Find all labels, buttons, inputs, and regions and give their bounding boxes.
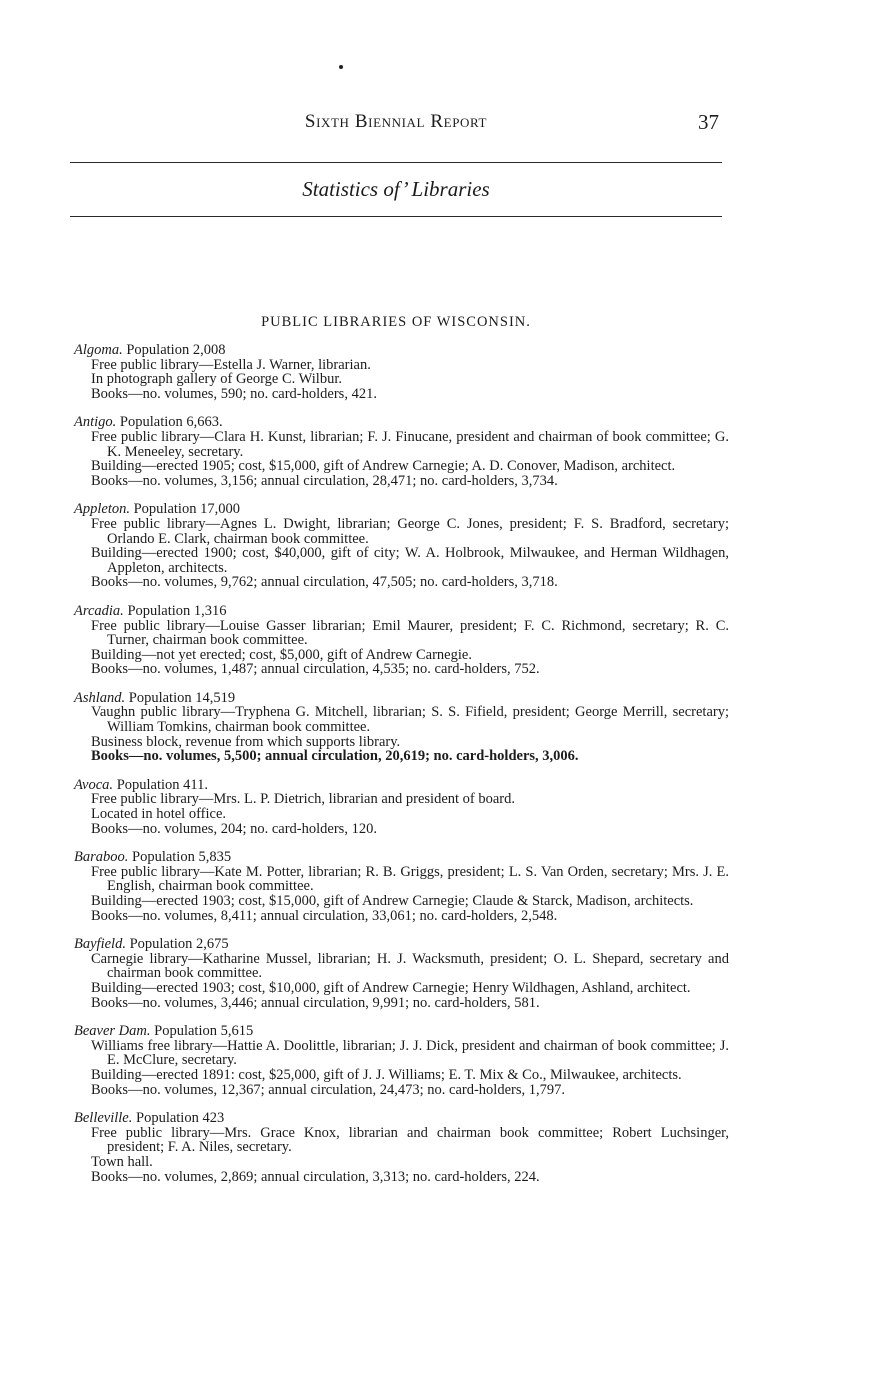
entry-head: [74, 778, 729, 793]
library-entry: [74, 343, 729, 401]
town-name: Avoca.: [74, 776, 114, 793]
entry-line: Building—erected 1903; cost, $10,000, gift of Andrew Carnegie; Henry Wildhagen, Ashland, architect.: [91, 979, 691, 996]
entry-line: Books—no. volumes, 3,446; annual circulation, 9,991; no. card-holders, 581.: [91, 994, 540, 1011]
entry-line: Books—no. volumes, 9,762; annual circulation, 47,505; no. card-holders, 3,718.: [91, 574, 558, 591]
library-entry: [74, 850, 729, 923]
town-name: Baraboo.: [74, 849, 129, 866]
town-name: Algoma.: [74, 342, 123, 358]
entry-line: Located in hotel office.: [91, 806, 227, 823]
bottom-rule: [70, 216, 722, 217]
entry-head: [74, 502, 729, 517]
population: Population 6,663.: [119, 414, 223, 431]
entry-line: Town hall.: [91, 1153, 153, 1170]
entry-line: Free public library—Kate M. Potter, librarian; R. B. Griggs, president; L. S. Van Orden, secretary; Mrs. J. E. English, chairman book committee.: [91, 863, 729, 895]
library-entry: [74, 1111, 729, 1184]
entry-head: [74, 1024, 729, 1039]
entry-head: [74, 850, 729, 865]
entry-line: Business block, revenue from which supports library.: [91, 733, 401, 750]
population: Population 14,519: [128, 689, 236, 706]
entry-line: Books—no. volumes, 2,869; annual circulation, 3,313; no. card-holders, 224.: [91, 1168, 540, 1185]
town-name: Ashland.: [74, 689, 126, 706]
population: Population 423: [136, 1110, 225, 1127]
town-name: Appleton.: [74, 501, 130, 518]
entry-line: Books—no. volumes, 12,367; annual circulation, 24,473; no. card-holders, 1,797.: [91, 1081, 565, 1098]
library-entry: [74, 1024, 729, 1097]
town-name: Arcadia.: [74, 602, 124, 619]
library-entry: [74, 415, 729, 488]
entry-line: Books—no. volumes, 590; no. card-holders, 421.: [91, 385, 377, 402]
population: Population 2,008: [126, 342, 226, 358]
entry-line: Free public library—Agnes L. Dwight, librarian; George C. Jones, president; F. S. Bradford, secretary; Orlando E. Clark, chairman book committee.: [91, 515, 729, 547]
town-name: Beaver Dam.: [74, 1023, 151, 1040]
entry-head: [74, 691, 729, 706]
population: Population 5,615: [154, 1023, 254, 1040]
entry-line: Building—not yet erected; cost, $5,000, gift of Andrew Carnegie.: [91, 646, 472, 663]
entry-head: [74, 415, 729, 430]
entry-head: [74, 343, 729, 358]
entry-head: [74, 604, 729, 619]
entry-line: Building—erected 1903; cost, $15,000, gift of Andrew Carnegie; Claude & Starck, Madison, architects.: [91, 893, 694, 909]
entry-line: In photograph gallery of George C. Wilbur.: [91, 371, 342, 388]
entry-line: Building—erected 1891: cost, $25,000, gift of J. J. Williams; E. T. Mix & Co., Milwaukee, architects.: [91, 1066, 682, 1083]
entry-line: Free public library—Mrs. Grace Knox, librarian and chairman book committee; Robert Luchsinger, president; F. A. Niles, secretary.: [91, 1124, 729, 1156]
entry-line: Books—no. volumes, 1,487; annual circulation, 4,535; no. card-holders, 752.: [91, 661, 540, 678]
entry-line: Building—erected 1905; cost, $15,000, gift of Andrew Carnegie; A. D. Conover, Madison, architect.: [91, 458, 676, 475]
town-name: Bayfield.: [74, 936, 126, 953]
population: Population 2,675: [129, 936, 229, 953]
library-entry: [74, 691, 729, 764]
entry-head: [74, 937, 729, 952]
section-title: Statistics of’ Libraries: [302, 177, 490, 201]
library-entry: [74, 778, 729, 836]
entry-line: Free public library—Clara H. Kunst, librarian; F. J. Finucane, president and chairman of book committee; G. K. Meneeley, secretary.: [91, 428, 729, 460]
entry-line: Free public library—Mrs. L. P. Dietrich, librarian and president of board.: [91, 791, 516, 808]
entry-line: Free public library—Louise Gasser librarian; Emil Maurer, president; F. C. Richmond, secretary; R. C. Turner, chairman book committee.: [91, 617, 729, 649]
running-head: [70, 108, 722, 136]
population: Population 17,000: [133, 501, 240, 518]
library-entry: [74, 604, 729, 677]
ink-dot: [339, 65, 343, 69]
entry-line: Williams free library—Hattie A. Doolittle, librarian; J. J. Dick, president and chairman of book committee; J. E. McClure, secretary.: [91, 1037, 729, 1069]
entry-line: Carnegie library—Katharine Mussel, librarian; H. J. Wacksmuth, president; O. L. Shepard, secretary and chairman book committee.: [91, 950, 729, 982]
entry-head: [74, 1111, 729, 1126]
population: Population 5,835: [132, 849, 232, 866]
entry-line-bold: Books—no. volumes, 5,500; annual circulation, 20,619; no. card-holders, 3,006.: [91, 748, 579, 765]
entry-line: Building—erected 1900; cost, $40,000, gift of city; W. A. Holbrook, Milwaukee, and Herman Wildhagen, Appleton, architects.: [91, 545, 729, 576]
page-number: 37: [698, 110, 719, 134]
library-entry: [74, 502, 729, 590]
population: Population 1,316: [127, 602, 227, 619]
entry-line: Books—no. volumes, 3,156; annual circulation, 28,471; no. card-holders, 3,734.: [91, 472, 558, 489]
top-rule: [70, 162, 722, 163]
entry-line: Books—no. volumes, 204; no. card-holders, 120.: [91, 820, 377, 837]
entry-line: Vaughn public library—Tryphena G. Mitchell, librarian; S. S. Fifield, president; George Merrill, secretary; William Tomkins, chairman book committee.: [91, 704, 729, 736]
library-entry: [74, 937, 729, 1010]
entry-line: Books—no. volumes, 8,411; annual circulation, 33,061; no. card-holders, 2,548.: [91, 907, 558, 924]
entry-line: Free public library—Estella J. Warner, librarian.: [91, 356, 371, 373]
town-name: Antigo.: [74, 414, 117, 431]
list-heading: PUBLIC LIBRARIES OF WISCONSIN.: [261, 314, 531, 330]
town-name: Belleville.: [74, 1110, 133, 1127]
population: Population 411.: [116, 776, 208, 793]
library-entries: [74, 343, 729, 1198]
running-title: Sixth Biennial Report: [304, 111, 488, 132]
